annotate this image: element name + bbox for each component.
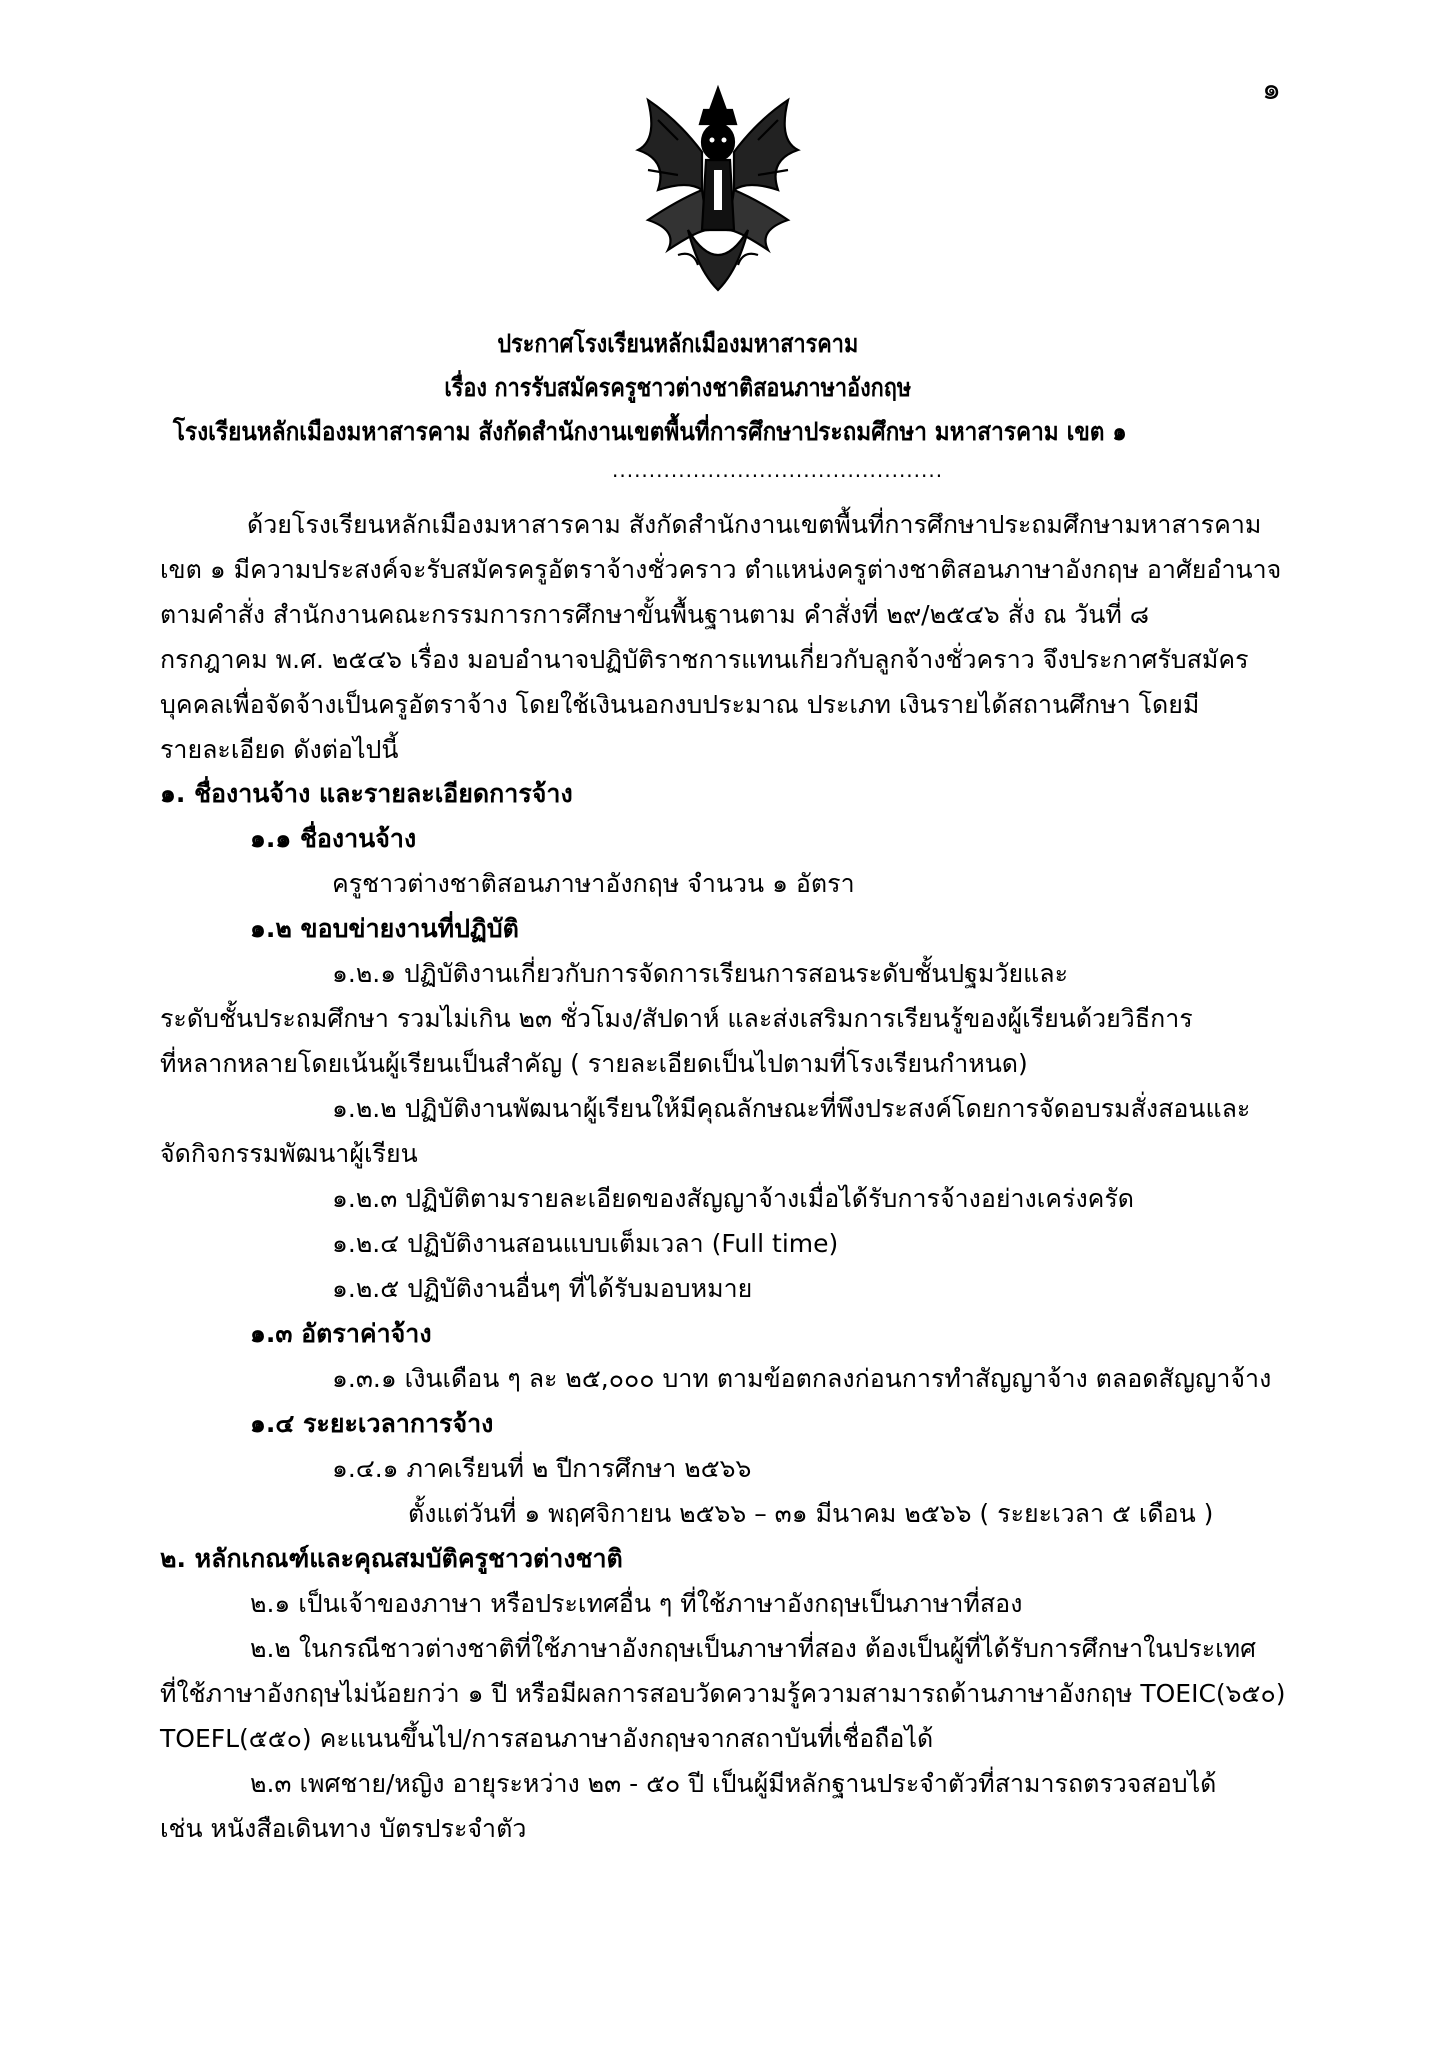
announcement-school: โรงเรียนหลักเมืองมหาสารคาม สังกัดสำนักงานเขตพื้นที่การศึกษาประถมศึกษา มหาสารคาม เขต ๑ [172,417,1127,446]
garuda-emblem-icon [618,80,818,295]
section-2-1: ๒.๑ เป็นเจ้าของภาษา หรือประเทศอื่น ๆ ที่ใช้ภาษาอังกฤษเป็นภาษาที่สอง [250,1589,1023,1618]
section-2-3-line: เช่น หนังสือเดินทาง บัตรประจำตัว [160,1814,527,1843]
section-2-2-line: ที่ใช้ภาษาอังกฤษไม่น้อยกว่า ๑ ปี หรือมีผลการสอบวัดความรู้ความสามารถด้านภาษาอังกฤษ TOEIC(๖๕๐) [160,1679,1286,1708]
intro-line: กรกฎาคม พ.ศ. ๒๕๔๖ เรื่อง มอบอำนาจปฏิบัติราชการแทนเกี่ยวกับลูกจ้างชั่วคราว จึงประกาศรับสมัคร [160,645,1249,674]
section-1-2-1-line: ระดับชั้นประถมศึกษา รวมไม่เกิน ๒๓ ชั่วโมง/สัปดาห์ และส่งเสริมการเรียนรู้ของผู้เรียนด้วยวิธีการ [160,1004,1193,1033]
intro-line: ด้วยโรงเรียนหลักเมืองมหาสารคาม สังกัดสำนักงานเขตพื้นที่การศึกษาประถมศึกษามหาสารคาม [247,510,1262,539]
announcement-title: ประกาศโรงเรียนหลักเมืองมหาสารคาม [497,329,859,358]
section-1-1-heading: ๑.๑ ชื่องานจ้าง [250,824,417,853]
section-1-heading: ๑. ชื่องานจ้าง และรายละเอียดการจ้าง [160,779,573,808]
intro-line: ตามคำสั่ง สำนักงานคณะกรรมการการศึกษาขั้นพื้นฐานตาม คำสั่งที่ ๒๙/๒๕๔๖ สั่ง ณ วันที่ ๘ [160,600,1150,629]
section-1-2-4: ๑.๒.๔ ปฏิบัติงานสอนแบบเต็มเวลา (Full time) [332,1229,839,1258]
section-1-3-heading: ๑.๓ อัตราค่าจ้าง [250,1319,432,1348]
section-1-2-5: ๑.๒.๕ ปฏิบัติงานอื่นๆ ที่ได้รับมอบหมาย [332,1274,753,1303]
section-1-3-1: ๑.๓.๑ เงินเดือน ๆ ละ ๒๕,๐๐๐ บาท ตามข้อตกลงก่อนการทำสัญญาจ้าง ตลอดสัญญาจ้าง [332,1364,1272,1393]
announcement-subject: เรื่อง การรับสมัครครูชาวต่างชาติสอนภาษาอังกฤษ [444,373,912,402]
section-1-1-text: ครูชาวต่างชาติสอนภาษาอังกฤษ จำนวน ๑ อัตรา [332,869,855,898]
dotted-separator: ............................................. [612,458,944,482]
section-1-2-1-line: ๑.๒.๑ ปฏิบัติงานเกี่ยวกับการจัดการเรียนการสอนระดับชั้นปฐมวัยและ [332,959,1068,988]
intro-line: เขต ๑ มีความประสงค์จะรับสมัครครูอัตราจ้างชั่วคราว ตำแหน่งครูต่างชาติสอนภาษาอังกฤษ อาศัยอำนาจ [160,555,1282,584]
section-2-3-line: ๒.๓ เพศชาย/หญิง อายุระหว่าง ๒๓ - ๕๐ ปี เป็นผู้มีหลักฐานประจำตัวที่สามารถตรวจสอบได้ [250,1769,1217,1798]
section-1-2-2-line: จัดกิจกรรมพัฒนาผู้เรียน [160,1139,418,1168]
section-2-2-line: TOEFL(๕๕๐) คะแนนขึ้นไป/การสอนภาษาอังกฤษจากสถาบันที่เชื่อถือได้ [160,1724,934,1753]
section-1-4-1: ๑.๔.๑ ภาคเรียนที่ ๒ ปีการศึกษา ๒๕๖๖ [332,1454,752,1483]
section-1-2-2-line: ๑.๒.๒ ปฏิบัติงานพัฒนาผู้เรียนให้มีคุณลักษณะที่พึงประสงค์โดยการจัดอบรมสั่งสอนและ [332,1094,1251,1123]
section-2-2-line: ๒.๒ ในกรณีชาวต่างชาติที่ใช้ภาษาอังกฤษเป็นภาษาที่สอง ต้องเป็นผู้ที่ได้รับการศึกษาในประเทศ [250,1634,1257,1663]
section-1-2-heading: ๑.๒ ขอบข่ายงานที่ปฏิบัติ [250,914,519,943]
section-1-4-heading: ๑.๔ ระยะเวลาการจ้าง [250,1409,494,1438]
page-number: ๑ [1262,72,1282,107]
intro-line: รายละเอียด ดังต่อไปนี้ [160,735,399,764]
section-1-4-1-dates: ตั้งแต่วันที่ ๑ พฤศจิกายน ๒๕๖๖ – ๓๑ มีนาคม ๒๕๖๖ ( ระยะเวลา ๕ เดือน ) [408,1499,1214,1528]
document-title-block [0,322,1436,454]
section-1-2-3: ๑.๒.๓ ปฏิบัติตามรายละเอียดของสัญญาจ้างเมื่อได้รับการจ้างอย่างเคร่งครัด [332,1184,1135,1213]
section-1-2-1-line: ที่หลากหลายโดยเน้นผู้เรียนเป็นสำคัญ ( รายละเอียดเป็นไปตามที่โรงเรียนกำหนด) [160,1049,1028,1078]
intro-line: บุคคลเพื่อจัดจ้างเป็นครูอัตราจ้าง โดยใช้เงินนอกงบประมาณ ประเภท เงินรายได้สถานศึกษา โดยมี [160,690,1200,719]
section-2-heading: ๒. หลักเกณฑ์และคุณสมบัติครูชาวต่างชาติ [160,1544,623,1573]
